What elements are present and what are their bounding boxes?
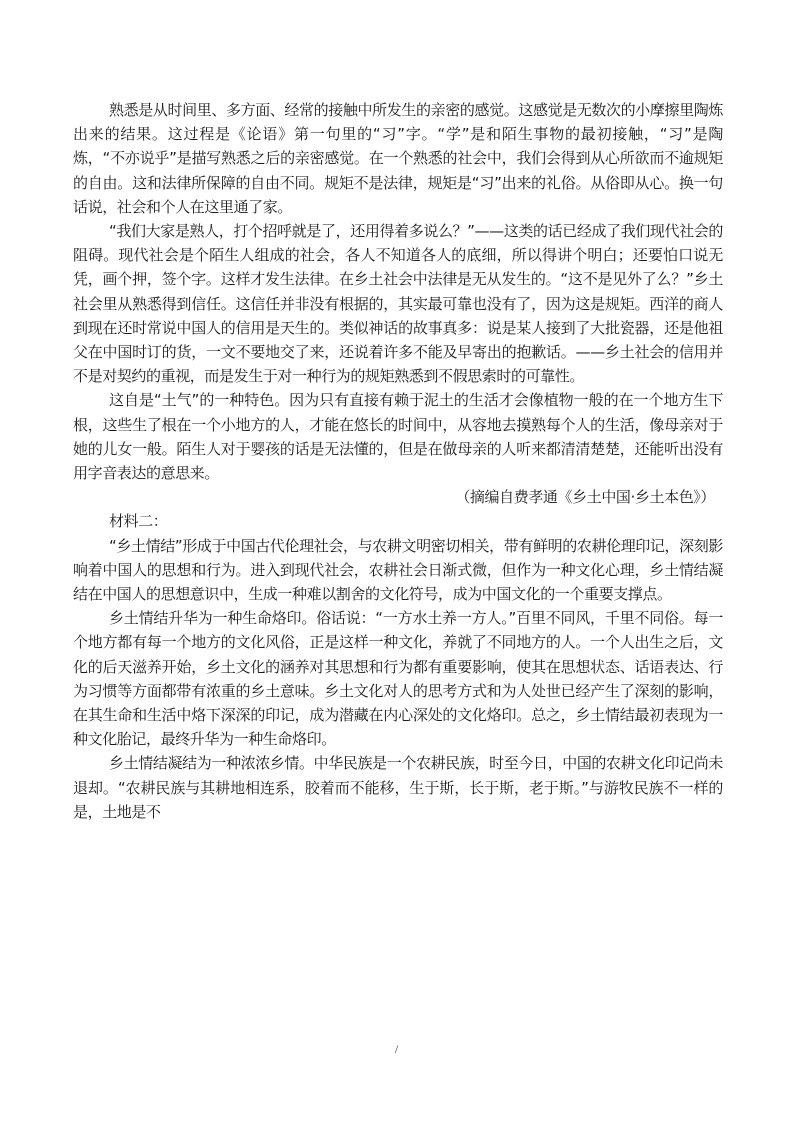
paragraph-6: 乡土情结凝结为一种浓浓乡情。中华民族是一个农耕民族，时至今日，中国的农耕文化印记尚未退却。“农耕民族与其耕地相连系，胶着而不能移，生于斯，长于斯，老于斯。”与游牧民族不一样的是，土地是不: [73, 754, 723, 821]
paragraph-5: 乡土情结升华为一种生命烙印。俗话说：“一方水土养一方人。”百里不同风，千里不同俗。每一个地方都有每一个地方的文化风俗，正是这样一种文化，养就了不同地方的人。一个人出生之后，文化的后天滋养开始，乡土文化的涵养对其思想和行为都有重要影响，使其在思想状态、话语表达、行为习惯等方面都带有浓重的乡土意味。乡土文化对人的思考方式和为人处世已经产生了深刻的影响，在其生命和生活中烙下深深的印记，成为潜藏在内心深处的文化烙印。总之，乡土情结最初表现为一种文化胎记，最终升华为一种生命烙印。: [73, 609, 723, 749]
paragraph-3: 这自是“土气”的一种特色。因为只有直接有赖于泥土的生活才会像植物一般的在一个地方生下根，这些生了根在一个小地方的人，才能在悠长的时间中，从容地去摸熟每个人的生活，像母亲对于她的儿女一般。陌生人对于婴孩的话是无法懂的，但是在做母亲的人听来都清清楚楚，还能听出没有用字音表达的意思来。: [73, 391, 723, 483]
source-citation: （摘编自费孝通《乡土中国·乡土本色》）: [455, 488, 715, 507]
page-number: /: [394, 1042, 399, 1056]
paragraph-1: 熟悉是从时间里、多方面、经常的接触中所发生的亲密的感觉。这感觉是无数次的小摩擦里陶炼出来的结果。这过程是《论语》第一句里的“习”字。“学”是和陌生事物的最初接触，“习”是陶炼，“不亦说乎”是描写熟悉之后的亲密感觉。在一个熟悉的社会中，我们会得到从心所欲而不逾规矩的自由。这和法律所保障的自由不同。规矩不是法律，规矩是“习”出来的礼俗。从俗即从心。换一句话说，社会和个人在这里通了家。: [73, 101, 723, 216]
document-body: [73, 98, 723, 824]
section-label-material-2: 材料二：: [109, 512, 168, 531]
paragraph-4: “乡土情结”形成于中国古代伦理社会，与农耕文明密切相关，带有鲜明的农耕伦理印记，深刻影响着中国人的思想和行为。进入到现代社会，农耕社会日渐式微，但作为一种文化心理，乡土情结凝结在中国人的思想意识中，生成一种难以割舍的文化符号，成为中国文化的一个重要支撑点。: [73, 536, 723, 604]
paragraph-2: “我们大家是熟人，打个招呼就是了，还用得着多说么？”——这类的话已经成了我们现代社会的阻碍。现代社会是个陌生人组成的社会，各人不知道各人的底细，所以得讲个明白；还要怕口说无凭，画个押，签个字。这样才发生法律。在乡土社会中法律是无从发生的。“这不是见外了么？”乡土社会里从熟悉得到信任。这信任并非没有根据的，其实最可靠也没有了，因为这是规矩。西洋的商人到现在还时常说中国人的信用是天生的。类似神话的故事真多：说是某人接到了大批瓷器，还是他祖父在中国时订的货，一文不要地交了来，还说着许多不能及早寄出的抱歉话。——乡土社会的信用并不是对契约的重视，而是发生于对一种行为的规矩熟悉到不假思索时的可靠性。: [73, 222, 723, 386]
